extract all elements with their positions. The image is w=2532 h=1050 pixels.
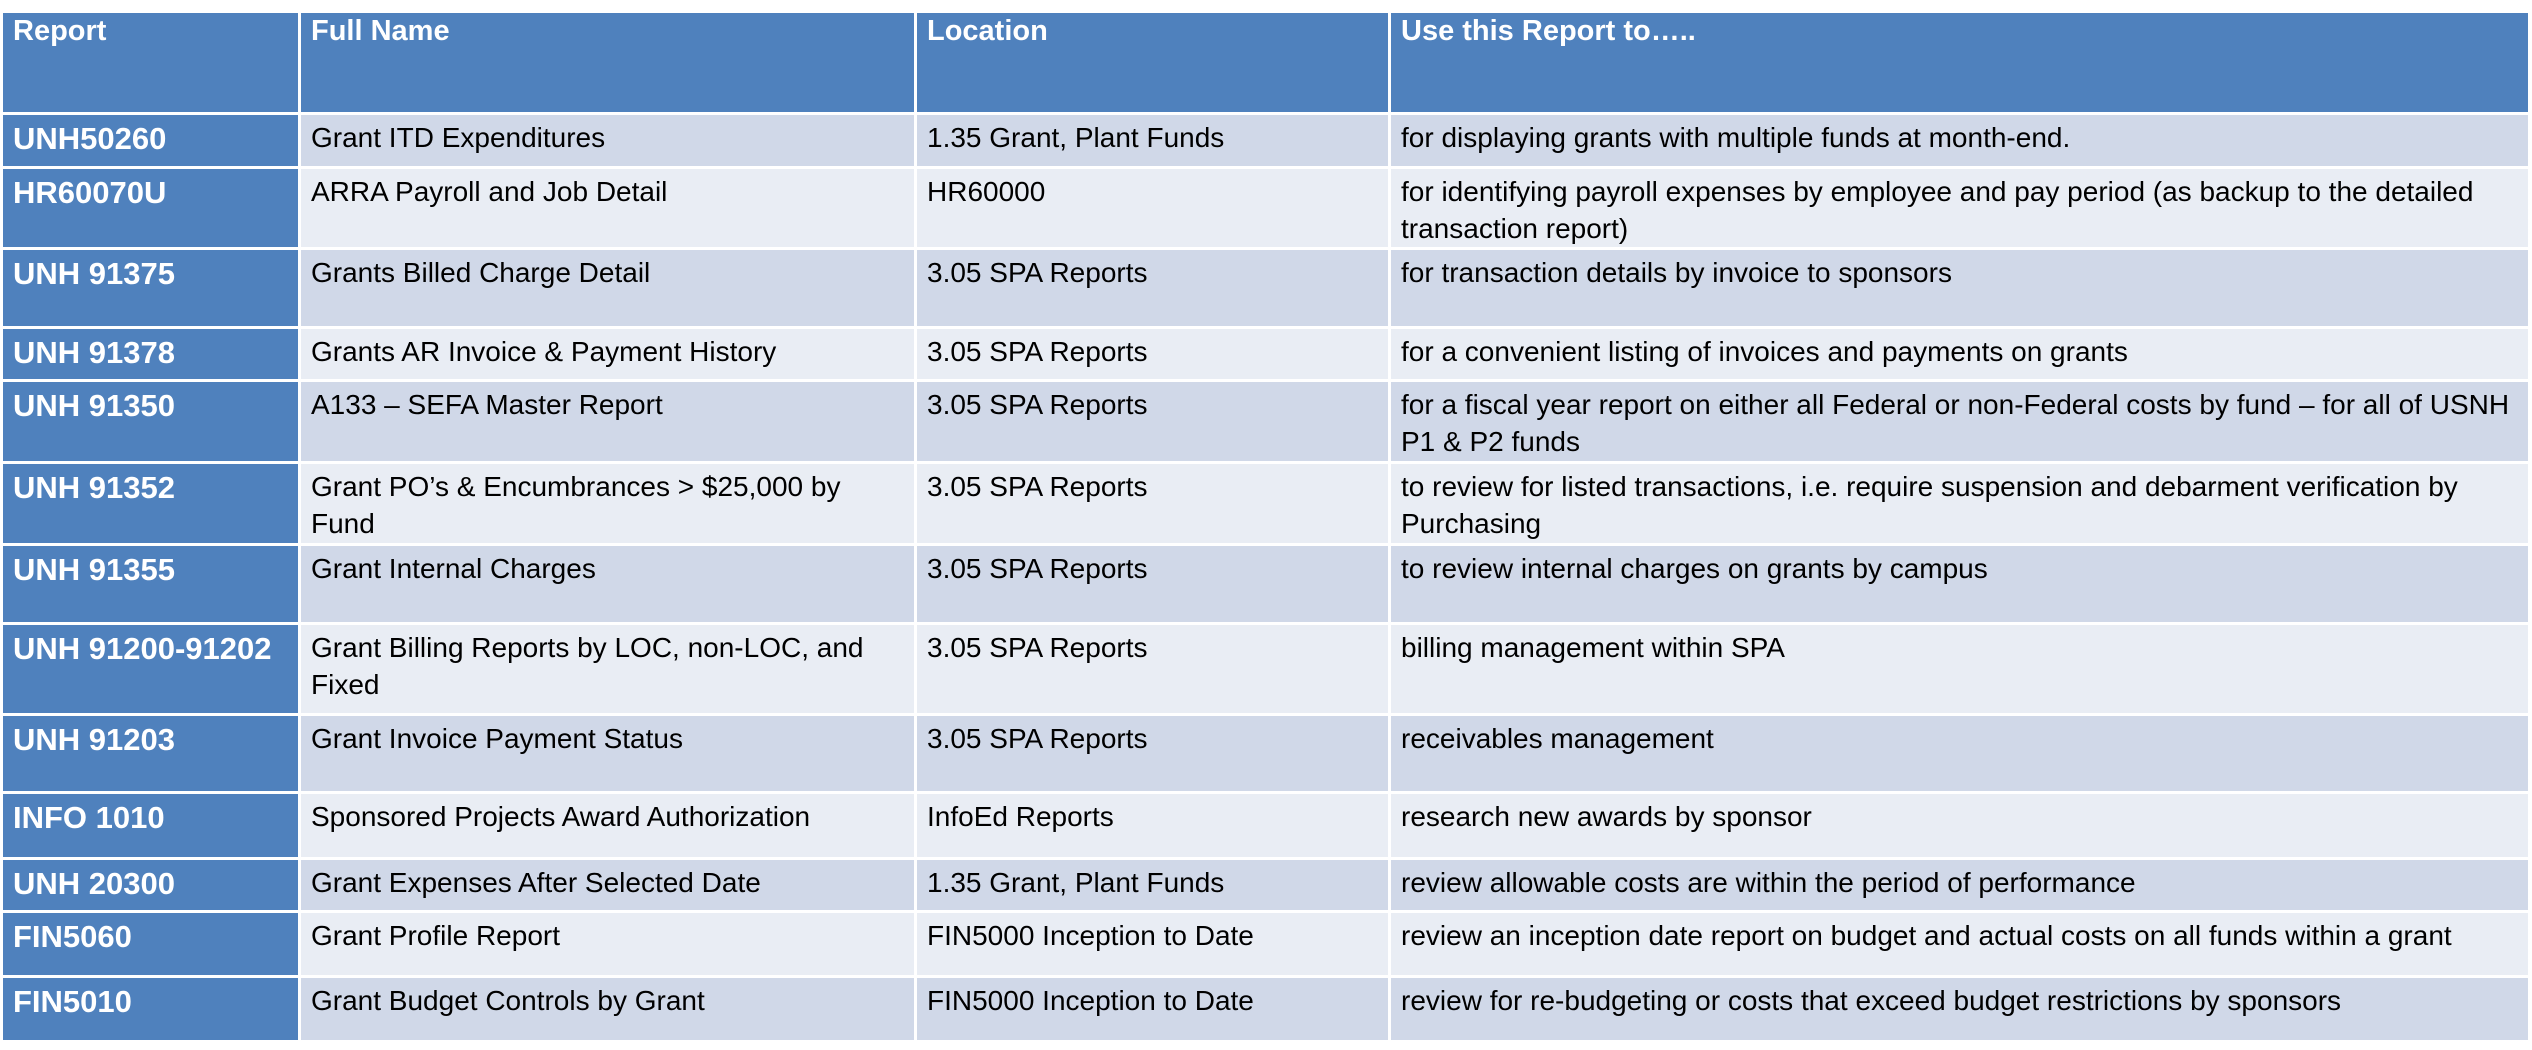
report-location: HR60000 [916,168,1390,249]
report-code: FIN5010 [2,977,300,1042]
report-location: 3.05 SPA Reports [916,624,1390,715]
report-location: 3.05 SPA Reports [916,463,1390,545]
report-full-name: Grant PO’s & Encumbrances > $25,000 by Fund [300,463,916,545]
table-row [2,715,2530,793]
table-row [2,859,2530,912]
report-full-name: ARRA Payroll and Job Detail [300,168,916,249]
report-full-name: Grant Expenses After Selected Date [300,859,916,912]
report-code: FIN5060 [2,912,300,977]
table-row [2,168,2530,249]
report-code: UNH 91378 [2,328,300,381]
table-row [2,463,2530,545]
report-code: UNH 91350 [2,381,300,463]
report-code: UNH 91375 [2,249,300,328]
report-use: research new awards by sponsor [1390,793,2530,859]
table-row [2,381,2530,463]
report-location: 1.35 Grant, Plant Funds [916,859,1390,912]
report-full-name: Grant Budget Controls by Grant [300,977,916,1042]
report-code: UNH 91355 [2,545,300,624]
report-location: 3.05 SPA Reports [916,545,1390,624]
report-code: UNH50260 [2,114,300,168]
report-use: for transaction details by invoice to sponsors [1390,249,2530,328]
report-location: 3.05 SPA Reports [916,328,1390,381]
report-location: 3.05 SPA Reports [916,715,1390,793]
report-location: FIN5000 Inception to Date [916,977,1390,1042]
column-header-location: Location [916,12,1390,114]
report-use: for a convenient listing of invoices and payments on grants [1390,328,2530,381]
table-header-row [2,12,2530,114]
column-header-full-name: Full Name [300,12,916,114]
table-row [2,977,2530,1042]
report-location: FIN5000 Inception to Date [916,912,1390,977]
report-use: review an inception date report on budget and actual costs on all funds within a grant [1390,912,2530,977]
report-full-name: Grant Internal Charges [300,545,916,624]
report-use: review for re-budgeting or costs that exceed budget restrictions by sponsors [1390,977,2530,1042]
report-location: InfoEd Reports [916,793,1390,859]
report-full-name: Grant Billing Reports by LOC, non-LOC, and Fixed [300,624,916,715]
report-full-name: Grant ITD Expenditures [300,114,916,168]
report-code: UNH 91352 [2,463,300,545]
table-row [2,793,2530,859]
report-use: for identifying payroll expenses by employee and pay period (as backup to the detailed transaction report) [1390,168,2530,249]
table-row [2,328,2530,381]
report-code: UNH 20300 [2,859,300,912]
reports-table [0,10,2531,1043]
report-location: 1.35 Grant, Plant Funds [916,114,1390,168]
table-row [2,114,2530,168]
table-row [2,624,2530,715]
report-use: for displaying grants with multiple funds at month-end. [1390,114,2530,168]
report-use: review allowable costs are within the period of performance [1390,859,2530,912]
table-row [2,249,2530,328]
report-use: for a fiscal year report on either all Federal or non-Federal costs by fund – for all of USNH P1 & P2 funds [1390,381,2530,463]
report-use: billing management within SPA [1390,624,2530,715]
report-full-name: Grants Billed Charge Detail [300,249,916,328]
report-location: 3.05 SPA Reports [916,249,1390,328]
report-full-name: Grant Profile Report [300,912,916,977]
column-header-report: Report [2,12,300,114]
report-code: INFO 1010 [2,793,300,859]
report-full-name: A133 – SEFA Master Report [300,381,916,463]
report-code: HR60070U [2,168,300,249]
report-use: receivables management [1390,715,2530,793]
report-use: to review for listed transactions, i.e. require suspension and debarment verification by Purchasing [1390,463,2530,545]
report-code: UNH 91200-91202 [2,624,300,715]
report-use: to review internal charges on grants by campus [1390,545,2530,624]
report-full-name: Sponsored Projects Award Authorization [300,793,916,859]
table-row [2,912,2530,977]
report-full-name: Grant Invoice Payment Status [300,715,916,793]
report-location: 3.05 SPA Reports [916,381,1390,463]
column-header-use: Use this Report to….. [1390,12,2530,114]
report-code: UNH 91203 [2,715,300,793]
table-row [2,545,2530,624]
report-full-name: Grants AR Invoice & Payment History [300,328,916,381]
